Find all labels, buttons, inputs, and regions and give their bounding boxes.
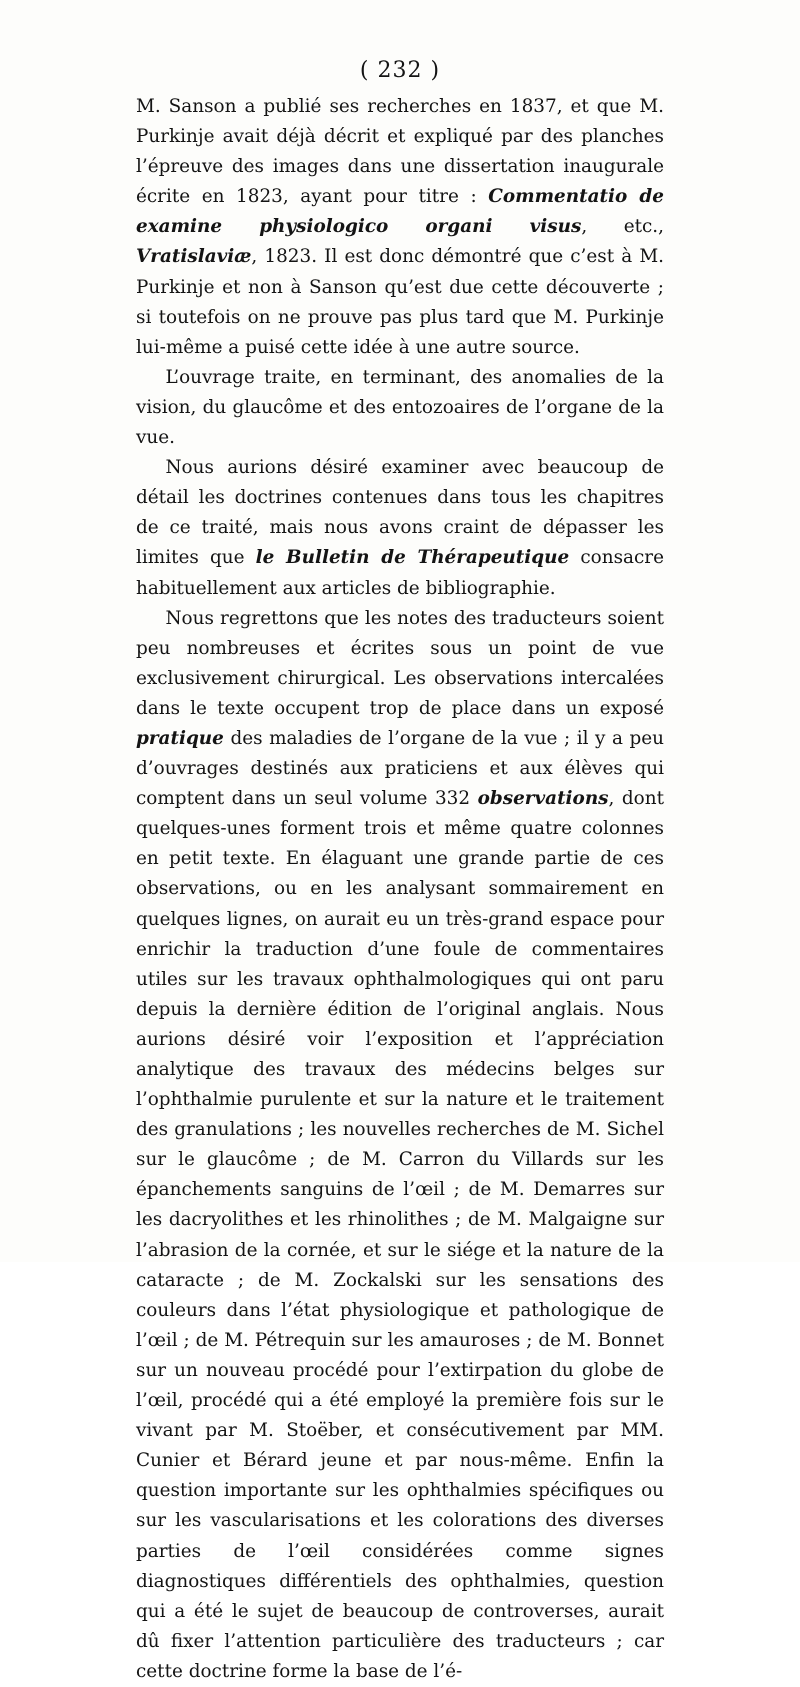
italic-text: Commentatio de examine physiologico organi visus	[136, 186, 664, 238]
body-text	[136, 92, 664, 1687]
paragraph-1	[136, 92, 664, 363]
italic-text: le Bulletin de Thérapeutique	[255, 547, 570, 569]
text-run: des maladies de l’organe de la vue ; il y a peu d’ouvrages destinés aux praticiens et aux élèves qui comptent dans un seul volume 332	[136, 727, 664, 810]
italic-text: Vratislaviæ	[136, 246, 252, 268]
text-run: L’ouvrage traite, en terminant, des anomalies de la vision, du glaucôme et des entozoaires de l’organe de la vue.	[136, 366, 664, 449]
italic-text: pratique	[136, 727, 224, 749]
page-number: ( 232 )	[359, 58, 441, 83]
text-run: , dont quelques-unes forment trois et même quatre colonnes en petit texte. En élaguant une grande partie de ces observations, ou en les analysant sommairement en quelques lignes, on aurait eu un très-grand espace pour enrichir la traduction d’une foule de commentaires utiles sur les travaux ophthalmologiques qui ont paru depuis la dernière édition de l’original anglais. Nous aurions désiré voir l’exposition et l’appréciation analytique des travaux des médecins belges sur l’ophthalmie purulente et sur la nature et le traitement des granulations ; les nouvelles recherches de M. Sichel sur le glaucôme ; de M. Carron du Villards sur les épanchements sanguins de l’œil ; de M. Demarres sur les dacryolithes et les rhinolithes ; de M. Malgaigne sur l’abrasion de la cornée, et sur le siége et la nature de la cataracte ; de M. Zockalski sur les sensations des couleurs dans l’état physiologique et pathologique de l’œil ; de M. Pétrequin sur les amauroses ; de M. Bonnet sur un nouveau procédé pour l’extirpation du globe de l’œil, procédé qui a été employé la première fois sur le vivant par M. Stoëber, et consécutivement par MM. Cunier et Bérard jeune et par nous-même. Enfin la question importante sur les ophthalmies spécifiques ou sur les vascularisations et les colorations des diverses parties de l’œil considérées comme signes diagnostiques différentiels des ophthalmies, question qui a été le sujet de beaucoup de controverses, aurait dû fixer l’attention particulière des traducteurs ; car cette doctrine forme la base de l’é-	[136, 788, 664, 1682]
italic-text: observations	[477, 788, 609, 810]
text-run: Nous regrettons que les notes des traducteurs soient peu nombreuses et écrites sous un point de vue exclusivement chirurgical. Les observations intercalées dans le texte occupent trop de place dans un exposé	[136, 607, 664, 719]
text-run: , etc.,	[581, 216, 664, 238]
paragraph-4	[136, 604, 664, 1687]
text-run: consacre habituellement aux articles de bibliographie.	[136, 547, 664, 599]
text-run: , 1823. Il est donc démontré que c’est à M. Purkinje et non à Sanson qu’est due cette découverte ; si toutefois on ne prouve pas plus tard que M. Purkinje lui-même a puisé cette idée à une autre source.	[136, 246, 664, 358]
paragraph-2	[136, 363, 664, 453]
text-run: Nous aurions désiré examiner avec beaucoup de détail les doctrines contenues dans tous les chapitres de ce traité, mais nous avons craint de dépasser les limites que	[136, 457, 664, 569]
paragraph-3	[136, 453, 664, 603]
text-run: M. Sanson a publié ses recherches en 1837, et que M. Purkinje avait déjà décrit et expliqué par des planches l’épreuve des images dans une dissertation inaugurale écrite en 1823, ayant pour titre :	[136, 96, 664, 208]
